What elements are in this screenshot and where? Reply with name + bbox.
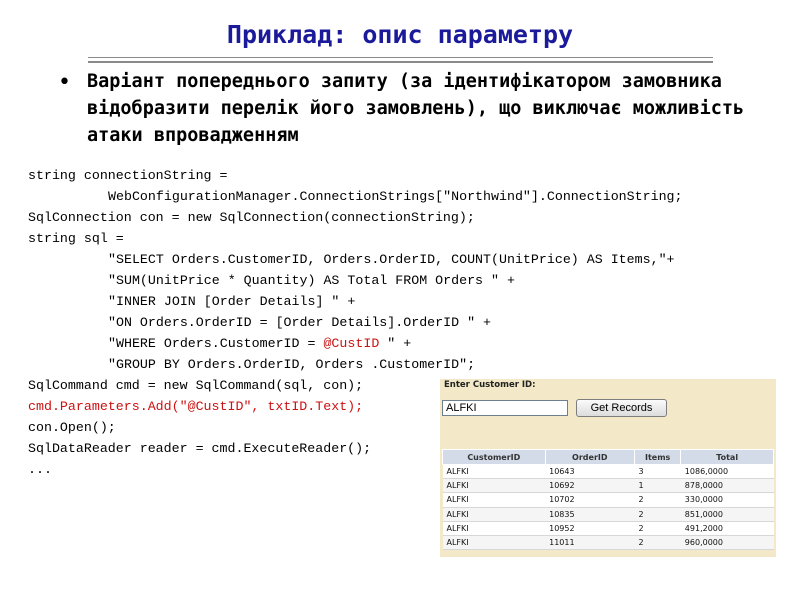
table-header-row xyxy=(443,450,774,465)
table-cell: 1086,0000 xyxy=(681,465,774,479)
orders-table xyxy=(442,449,774,550)
table-cell: 10643 xyxy=(545,465,634,479)
table-cell: 1 xyxy=(634,479,680,493)
code-segment: "WHERE Orders.CustomerID = xyxy=(108,336,324,351)
table-cell: 2 xyxy=(634,493,680,507)
code-line: "SELECT Orders.CustomerID, Orders.OrderID, COUNT(UnitPrice) AS Items,"+ xyxy=(108,252,675,267)
code-line: con.Open(); xyxy=(28,420,116,435)
code-line: SqlConnection con = new SqlConnection(connectionString); xyxy=(28,210,475,225)
param-highlight: @CustID xyxy=(323,336,380,351)
code-line: SqlCommand cmd = new SqlCommand(sql, con); xyxy=(28,378,364,393)
table-cell: 11011 xyxy=(545,535,634,549)
customer-id-input[interactable]: ALFKI xyxy=(442,400,568,416)
column-header: CustomerID xyxy=(443,450,546,465)
table-cell: 491,2000 xyxy=(681,521,774,535)
code-line: "SUM(UnitPrice * Quantity) AS Total FROM Orders " + xyxy=(108,273,515,288)
table-cell: 960,0000 xyxy=(681,535,774,549)
table-cell: 851,0000 xyxy=(681,507,774,521)
code-line: "ON Orders.OrderID = [Order Details].OrderID " + xyxy=(108,315,492,330)
table-row xyxy=(443,479,774,493)
customer-id-label: Enter Customer ID: xyxy=(444,380,536,390)
table-cell: 3 xyxy=(634,465,680,479)
table-cell: 2 xyxy=(634,535,680,549)
get-records-button[interactable]: Get Records xyxy=(576,399,667,417)
table-cell: 10692 xyxy=(545,479,634,493)
code-line-where xyxy=(28,333,683,354)
table-cell: ALFKI xyxy=(443,535,546,549)
column-header: OrderID xyxy=(545,450,634,465)
title-rule xyxy=(88,57,713,58)
code-line: "INNER JOIN [Order Details] " + xyxy=(108,294,356,309)
table-cell: ALFKI xyxy=(443,521,546,535)
table-cell: 330,0000 xyxy=(681,493,774,507)
table-cell: 10835 xyxy=(545,507,634,521)
title-rule-thick xyxy=(88,61,713,63)
table-cell: ALFKI xyxy=(443,479,546,493)
slide-title: Приклад: опис параметру xyxy=(226,20,574,49)
table-cell: ALFKI xyxy=(443,493,546,507)
table-row xyxy=(443,465,774,479)
code-line: SqlDataReader reader = cmd.ExecuteReader(); xyxy=(28,441,372,456)
table-cell: 878,0000 xyxy=(681,479,774,493)
table-row xyxy=(443,493,774,507)
code-line: WebConfigurationManager.ConnectionStrings["Northwind"].ConnectionString; xyxy=(108,189,683,204)
code-line: string connectionString = xyxy=(28,168,228,183)
app-screenshot xyxy=(440,379,776,557)
bullet-icon: • xyxy=(58,70,71,95)
table-cell: ALFKI xyxy=(443,507,546,521)
table-cell: ALFKI xyxy=(443,465,546,479)
code-line: "GROUP BY Orders.OrderID, Orders .CustomerID"; xyxy=(108,357,476,372)
table-row xyxy=(443,521,774,535)
table-cell: 2 xyxy=(634,521,680,535)
table-row xyxy=(443,507,774,521)
code-line-param-add: cmd.Parameters.Add("@CustID", txtID.Text); xyxy=(28,399,364,414)
table-cell: 10702 xyxy=(545,493,634,507)
column-header: Total xyxy=(681,450,774,465)
bullet-text: Варіант попереднього запиту (за ідентифікатором замовника відобразити перелік його замовлень), що виключає можливість атаки впровадженням xyxy=(87,71,745,146)
code-line: string sql = xyxy=(28,231,124,246)
code-line: ... xyxy=(28,462,52,477)
table-cell: 2 xyxy=(634,507,680,521)
table-cell: 10952 xyxy=(545,521,634,535)
column-header: Items xyxy=(634,450,680,465)
code-segment: " + xyxy=(379,336,412,351)
table-row xyxy=(443,535,774,549)
